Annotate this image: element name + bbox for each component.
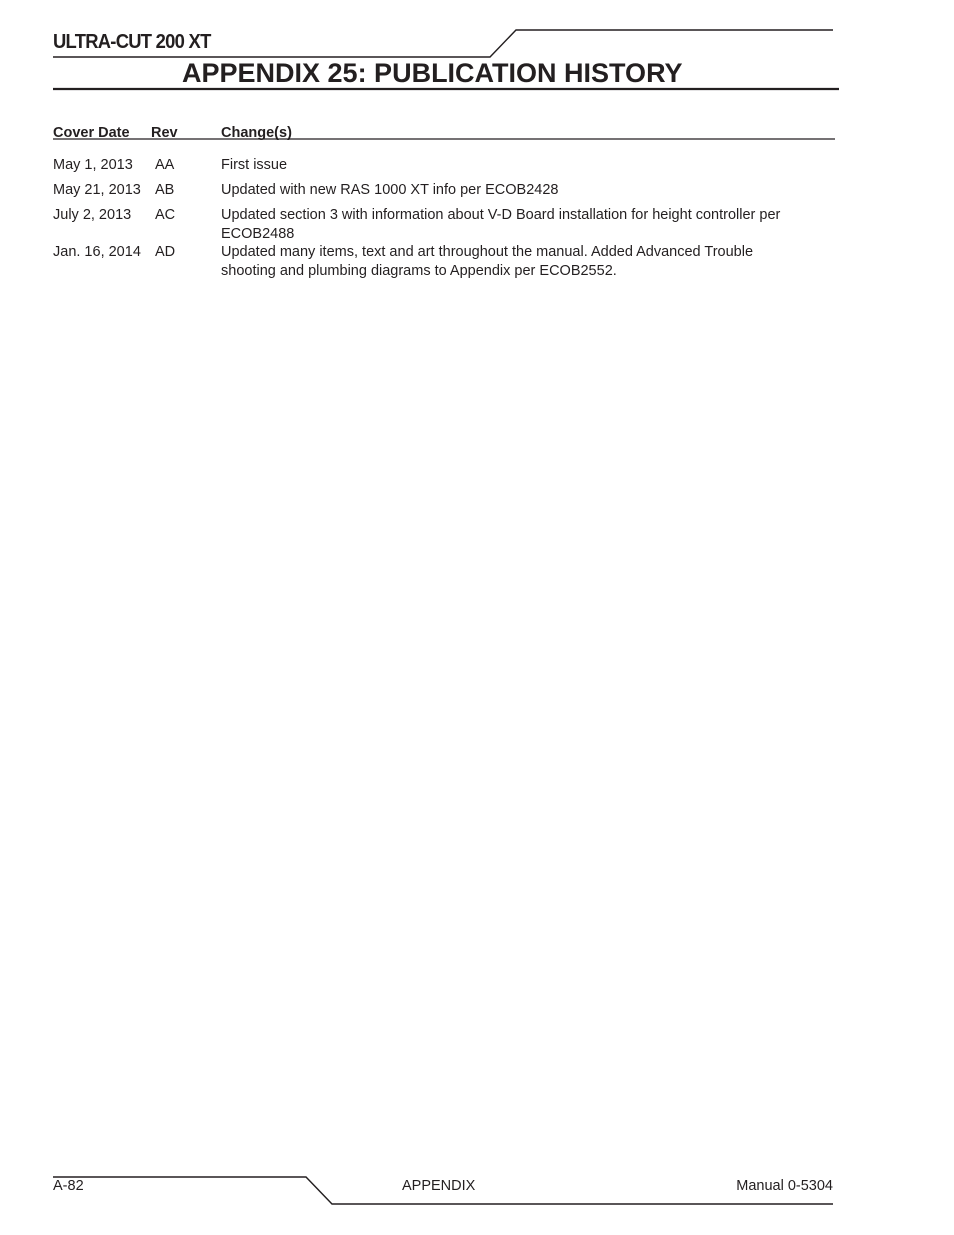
footer-manual-number: Manual 0-5304 — [736, 1178, 833, 1194]
column-header-changes: Change(s) — [221, 125, 292, 141]
row-1-change: First issue — [221, 157, 288, 173]
footer-section: APPENDIX — [402, 1178, 476, 1194]
row-4-change: Updated many items, text and art throughout the manual. Added Advanced Trouble shooting and plumbing diagrams to Appendix per ECOB2552. — [221, 244, 754, 279]
footer-page-number: A-82 — [53, 1178, 84, 1194]
column-header-rev: Rev — [151, 125, 178, 141]
page-title: APPENDIX 25: PUBLICATION HISTORY — [182, 58, 683, 88]
row-1-rev: AA — [155, 157, 175, 173]
row-4-date: Jan. 16, 2014 — [53, 244, 141, 260]
row-4-rev: AD — [155, 244, 176, 260]
row-2-change: Updated with new RAS 1000 XT info per ECOB2428 — [221, 182, 559, 198]
column-header-cover-date: Cover Date — [53, 125, 130, 141]
product-name: ULTRA-CUT 200 XT — [53, 31, 211, 53]
row-3-rev: AC — [155, 207, 176, 223]
row-2-date: May 21, 2013 — [53, 182, 141, 198]
row-3-date: July 2, 2013 — [53, 207, 132, 223]
row-2-rev: AB — [155, 182, 175, 198]
row-3-change: Updated section 3 with information about V-D Board installation for height controller per ECOB2488 — [221, 207, 781, 242]
row-1-date: May 1, 2013 — [53, 157, 133, 173]
